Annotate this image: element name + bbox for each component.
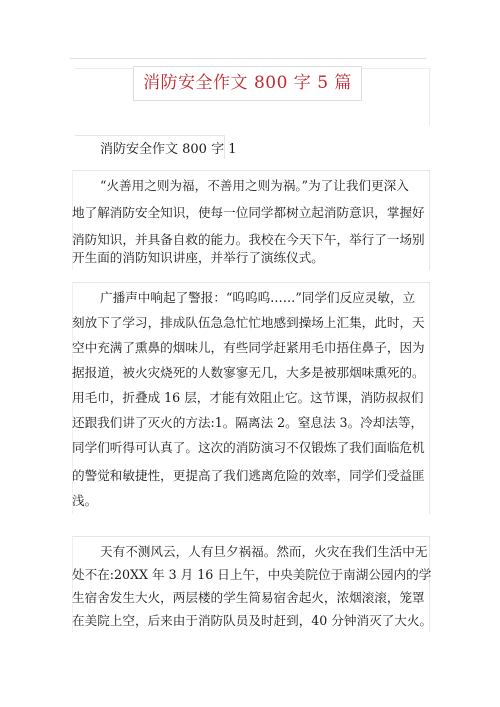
section-heading: 消防安全作文 800 字 1 <box>100 142 237 157</box>
text-line: 处不在:20XX 年 3 月 16 日上午，中央美院位于南湖公园内的学 <box>72 567 432 582</box>
text-line: 天有不测风云，人有旦夕祸福。然而，火灾在我们生活中无 <box>100 544 428 559</box>
text-line: 开生面的消防知识讲座，并举行了演练仪式。 <box>72 250 324 265</box>
text-line: 的警觉和敏捷性，更提高了我们逃离危险的效率，同学们受益匪 <box>72 468 425 483</box>
text-line: 在美院上空，后来由于消防队员及时赶到，40 分钟消灭了大火。 <box>72 613 433 628</box>
header-divider <box>70 58 426 59</box>
text-line: 广播声中响起了警报：“呜呜呜……”同学们反应灵敏，立 <box>100 290 416 305</box>
text-line: 浅。 <box>72 493 98 508</box>
text-line: 地了解消防安全知识，使每一位同学都树立起消防意识，掌握好 <box>72 205 425 220</box>
text-line: 生宿舍发生大火，两层楼的学生简易宿舍起火，浓烟滚滚，笼罩 <box>72 590 425 605</box>
text-line: 还跟我们讲了灭火的方法:1。隔离法 2。窒息法 3。冷却法等， <box>72 415 424 430</box>
text-line: 据报道，被火灾烧死的人数寥寥无几，大多是被那烟味熏死的。 <box>72 365 425 380</box>
text-line: 同学们听得可认真了。这次的消防演习不仅锻炼了我们面临危机 <box>72 440 425 455</box>
document-title: 消防安全作文 800 字 5 篇 <box>143 73 352 93</box>
text-line: 空中充满了熏鼻的烟味儿，有些同学赶紧用毛巾捂住鼻子，因为 <box>72 340 425 355</box>
text-line: 刻放下了学习，排成队伍急急忙忙地感到操场上汇集，此时，天 <box>72 315 425 330</box>
text-line: 用毛巾，折叠成 16 层，才能有效阻止它。这节课，消防叔叔们 <box>72 390 424 405</box>
text-line: 消防知识，并具备自救的能力。我校在今天下午，举行了一场别 <box>72 232 425 247</box>
text-line: “火善用之则为福，不善用之则为祸。”为了让我们更深入 <box>100 178 409 193</box>
